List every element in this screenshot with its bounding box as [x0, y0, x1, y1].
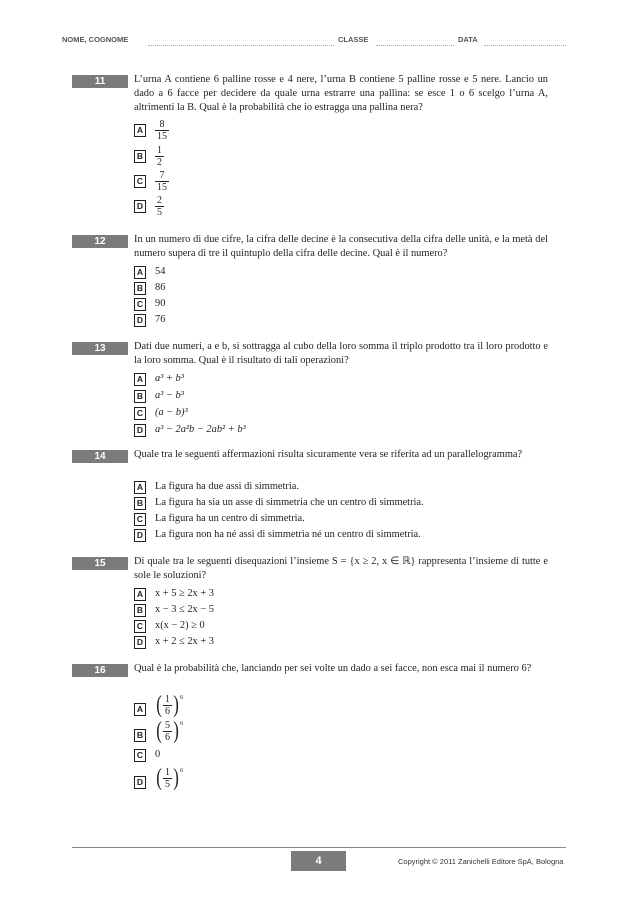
class-label: CLASSE: [338, 35, 369, 44]
option-letter[interactable]: A: [134, 266, 146, 279]
option-letter[interactable]: B: [134, 390, 146, 403]
question-number: 12: [72, 235, 128, 248]
fraction: $\frac{2}{5}$: [157, 195, 162, 218]
question-number: 13: [72, 342, 128, 355]
option-letter[interactable]: D: [134, 529, 146, 542]
question-number: 11: [72, 75, 128, 88]
option-text: 76: [155, 314, 166, 325]
option-letter[interactable]: D: [134, 776, 146, 789]
question-number: 15: [72, 557, 128, 570]
copyright-text: Copyright © 2011 Zanichelli Editore SpA, Bologna: [398, 857, 564, 866]
option-text: 90: [155, 298, 166, 309]
option-text: x + 2 ≤ 2x + 3: [155, 636, 214, 647]
option-letter[interactable]: D: [134, 636, 146, 649]
class-field-line[interactable]: [376, 45, 454, 46]
page-number: 4: [291, 851, 346, 871]
option-text: 86: [155, 282, 166, 293]
option-letter[interactable]: B: [134, 729, 146, 742]
question-text: Qual è la probabilità che, lanciando per sei volte un dado a sei facce, non esca mai il numero 6?: [134, 663, 532, 674]
question-text: L’urna A contiene 6 palline rosse e 4 nere, l’urna B contiene 5 palline rosse e 5 nere. Lancio un dado a 6 facce per decidere da quale urna estrarre una pallina: se esce 1 o 6 scelgo l’urna A, altrimenti la B. Qual è la probabilità che io estragga una pallina nera?: [134, 74, 548, 113]
question-number: 14: [72, 450, 128, 463]
option-text: a³ − b³: [155, 390, 184, 401]
power-expression: ( $\frac{1}{6}$ ) $^6$: [156, 692, 184, 718]
option-text: 0: [155, 749, 161, 760]
question-number: 16: [72, 664, 128, 677]
option-text: 54: [155, 266, 166, 277]
option-letter[interactable]: B: [134, 282, 146, 295]
option-letter[interactable]: D: [134, 314, 146, 327]
option-letter[interactable]: A: [134, 373, 146, 386]
option-text: La figura ha un centro di simmetria.: [155, 513, 305, 524]
fraction: $\frac{7}{15}$: [157, 170, 167, 193]
student-info-header: [62, 32, 566, 46]
option-letter[interactable]: C: [134, 620, 146, 633]
option-text: x − 3 ≤ 2x − 5: [155, 604, 214, 615]
option-letter[interactable]: B: [134, 604, 146, 617]
option-text: (a − b)³: [155, 407, 188, 418]
name-field-line[interactable]: [148, 45, 334, 46]
option-text: a³ − 2a²b − 2ab² + b³: [155, 424, 246, 435]
option-letter[interactable]: C: [134, 513, 146, 526]
option-text: x(x − 2) ≥ 0: [155, 620, 205, 631]
question-text: Di quale tra le seguenti disequazioni l’insieme S = {x ≥ 2, x ∈ ℝ} rappresenta l’insieme di tutte e sole le soluzioni?: [134, 556, 548, 581]
option-letter[interactable]: B: [134, 150, 146, 163]
option-letter[interactable]: C: [134, 749, 146, 762]
option-text: La figura ha sia un asse di simmetria che un centro di simmetria.: [155, 497, 424, 508]
option-letter[interactable]: A: [134, 588, 146, 601]
question-text: Quale tra le seguenti affermazioni risulta sicuramente vera se riferita ad un parallelogramma?: [134, 449, 523, 460]
option-letter[interactable]: A: [134, 481, 146, 494]
fraction: $\frac{1}{2}$: [157, 145, 162, 168]
option-letter[interactable]: D: [134, 424, 146, 437]
power-expression: ( $\frac{1}{5}$ ) $^6$: [156, 765, 184, 791]
option-letter[interactable]: A: [134, 703, 146, 716]
question-text: Dati due numeri, a e b, si sottragga al cubo della loro somma il triplo prodotto tra il loro prodotto e la loro somma. Qual è il risultato di tali operazioni?: [134, 341, 548, 366]
option-letter[interactable]: B: [134, 497, 146, 510]
option-text: x + 5 ≥ 2x + 3: [155, 588, 214, 599]
fraction: $\frac{8}{15}$: [157, 119, 167, 142]
date-field-line[interactable]: [484, 45, 566, 46]
option-letter[interactable]: C: [134, 298, 146, 311]
name-label: NOME, COGNOME: [62, 35, 129, 44]
power-expression: ( $\frac{5}{6}$ ) $^6$: [156, 718, 184, 744]
option-letter[interactable]: C: [134, 407, 146, 420]
footer-divider: [72, 847, 566, 848]
option-text: a³ + b³: [155, 373, 184, 384]
option-letter[interactable]: D: [134, 200, 146, 213]
option-text: La figura non ha né assi di simmetria né un centro di simmetria.: [155, 529, 421, 540]
option-text: La figura ha due assi di simmetria.: [155, 481, 299, 492]
option-letter[interactable]: C: [134, 175, 146, 188]
question-text: In un numero di due cifre, la cifra delle decine è la consecutiva della cifra delle unità, e la metà del numero supera di tre il quintuplo della cifra delle decine. Qual è il numero?: [134, 234, 548, 259]
date-label: DATA: [458, 35, 478, 44]
option-letter[interactable]: A: [134, 124, 146, 137]
